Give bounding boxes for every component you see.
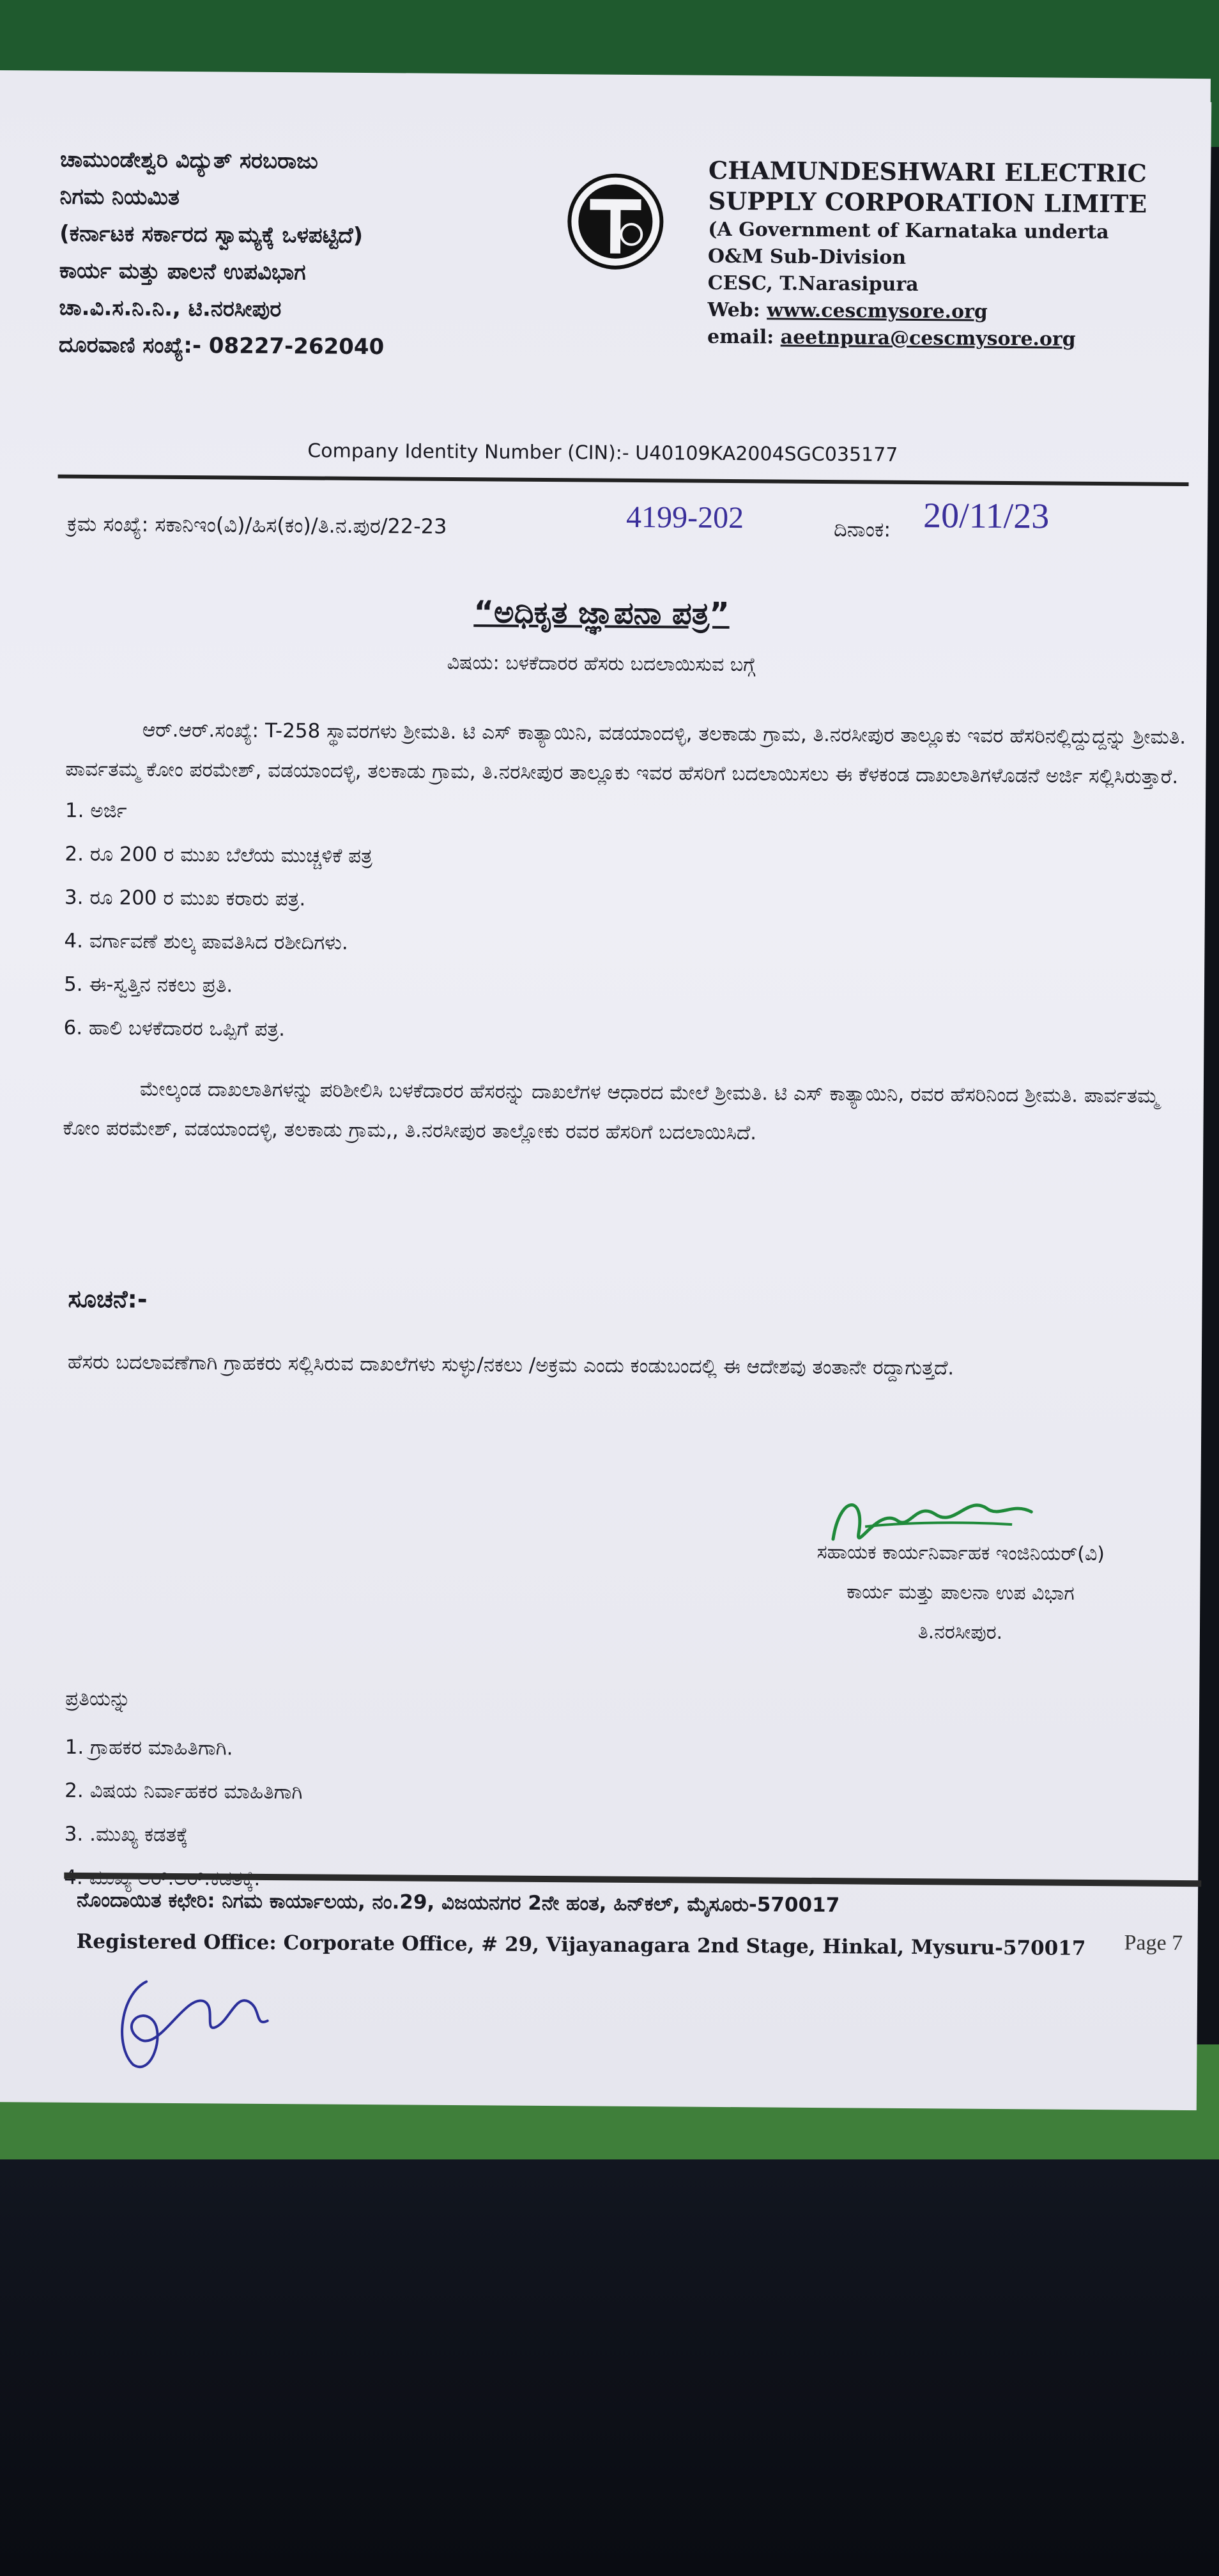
list-item: 3. .ಮುಖ್ಯ ಕಡತಕ್ಕೆ	[64, 1822, 188, 1847]
kannada-letterhead-line: (ಕರ್ನಾಟಕ ಸರ್ಕಾರದ ಸ್ವಾಮ್ಯಕ್ಕೆ ಒಳಪಟ್ಟಿದೆ)	[59, 220, 364, 249]
kannada-letterhead-line: ದೂರವಾಣಿ ಸಂಖ್ಯೆ:- 08227-262040	[58, 332, 385, 360]
signatory-designation: ಸಹಾಯಕ ಕಾರ್ಯನಿರ್ವಾಹಕ ಇಂಜಿನಿಯರ್(ವಿ)	[816, 1540, 1105, 1566]
cesc-logo	[564, 170, 667, 279]
list-item: 6. ಹಾಲಿ ಬಳಕೆದಾರರ ಒಪ್ಪಿಗೆ ಪತ್ರ.	[63, 1016, 286, 1041]
list-item: 2. ವಿಷಯ ನಿರ್ವಾಹಕರ ಮಾಹಿತಿಗಾಗಿ	[65, 1779, 303, 1804]
list-item: 5. ಈ-ಸ್ವತ್ತಿನ ನಕಲು ಪ್ರತಿ.	[63, 972, 233, 997]
web-line	[707, 297, 1146, 327]
company-name-line2: SUPPLY CORPORATION LIMITE	[708, 186, 1147, 218]
date-label: ದಿನಾಂಕ:	[833, 517, 891, 542]
cin-number: Company Identity Number (CIN):- U40109KA2004SGC035177	[307, 440, 898, 466]
kannada-letterhead-line: ನಿಗಮ ನಿಯಮಿತ	[59, 183, 180, 210]
email-label: email:	[707, 325, 781, 349]
letter-body	[63, 710, 1190, 1156]
list-item: 1. ಗ್ರಾಹಕರ ಮಾಹಿತಿಗಾಗಿ.	[65, 1735, 233, 1760]
documents-list	[63, 789, 1190, 1057]
footer-kannada-address: ನೊಂದಾಯಿತ ಕಛೇರಿ: ನಿಗಮ ಕಾರ್ಯಾಲಯ, ನಂ.29, ವಿಜಯನಗರ 2ನೇ ಹಂತ, ಹಿನ್‌ಕಲ್, ಮೈಸೂರು-570017	[76, 1888, 840, 1917]
kannada-letterhead-line: ಚಾ.ವಿ.ಸ.ನಿ.ನಿ., ಟಿ.ನರಸೀಪುರ	[59, 295, 282, 323]
subject-line: ವಿಷಯ: ಬಳಕೆದಾರರ ಹೆಸರು ಬದಲಾಯಿಸುವ ಬಗ್ಗೆ	[447, 651, 756, 677]
document-title: “ಅಧಿಕೃತ ಜ್ಞಾಪನಾ ಪತ್ರ”	[473, 594, 730, 632]
reference-label: ಕ್ರಮ ಸಂಖ್ಯೆ: ಸಕಾನಿಇಂ(ವಿ)/ಹಿಸ(ಕಂ)/ತಿ.ನ.ಪುರ/22-23	[66, 511, 447, 539]
email-link[interactable]: aeetnpura@cescmysore.org	[780, 326, 1076, 351]
list-item: 3. ರೂ 200 ರ ಮುಖ ಕರಾರು ಪತ್ರ.	[64, 885, 306, 911]
english-letterhead	[707, 155, 1147, 354]
email-line	[707, 324, 1146, 354]
list-item: 2. ರೂ 200 ರ ಮುಖ ಬೆಲೆಯ ಮುಚ್ಚಳಿಕೆ ಪತ್ರ	[65, 842, 372, 868]
header-divider	[58, 475, 1189, 486]
note-text: ಹೆಸರು ಬದಲಾವಣೆಗಾಗಿ ಗ್ರಾಹಕರು ಸಲ್ಲಿಸಿರುವ ದಾಖಲೆಗಳು ಸುಳ್ಳು/ನಕಲು /ಅಕ್ರಮ ಎಂದು ಕಂಡುಬಂದಲ್ಲಿ ಈ ಆದೇಶವು ತಂತಾನೇ ರದ್ದಾಗುತ್ತದೆ.	[67, 1350, 954, 1380]
subdivision-line: O&M Sub-Division	[707, 245, 907, 269]
company-name-line1: CHAMUNDESHWARI ELECTRIC	[708, 155, 1147, 188]
handwritten-reference-number: 4199-202	[625, 500, 744, 535]
note-heading: ಸೂಚನೆ:-	[68, 1284, 148, 1314]
letter-page	[0, 70, 1211, 2110]
handwritten-date: 20/11/23	[923, 496, 1050, 537]
background-floor	[0, 2159, 1219, 2576]
web-link[interactable]: www.cescmysore.org	[767, 299, 988, 323]
page-number: Page 7	[1124, 1931, 1183, 1955]
list-item: 1. ಅರ್ಜಿ	[65, 799, 127, 823]
paragraph-application: ಆರ್.ಆರ್.ಸಂಖ್ಯೆ: T-258 ಸ್ಥಾವರಗಳು ಶ್ರೀಮತಿ. ಟಿ ಎಸ್ ಕಾತ್ಯಾಯಿನಿ, ವಡಯಾಂದಳ್ಳಿ, ತಲಕಾಡು ಗ್ರಾಮ, ತಿ.ನರಸೀಪುರ ತಾಲ್ಲೂಕು ಇವರ ಹೆಸರಿನಲ್ಲಿದ್ದುದ್ದನ್ನು ಶ್ರೀಮತಿ. ಪಾರ್ವತಮ್ಮ ಕೋಂ ಪರಮೇಶ್, ವಡಯಾಂದಳ್ಳಿ, ತಲಕಾಡು ಗ್ರಾಮ, ತಿ.ನರಸೀಪುರ ತಾಲ್ಲೂಕು ಇವರ ಹೆಸರಿಗೆ ಬದಲಾಯಿಸಲು ಈ ಕೆಳಕಂಡ ದಾಖಲಾತಿಗಳೊಡನೆ ಅರ್ಜಿ ಸಲ್ಲಿಸಿರುತ್ತಾರೆ.	[65, 718, 1186, 788]
signatory-block	[737, 1532, 1184, 1654]
government-line: (A Government of Karnataka underta	[708, 218, 1109, 244]
copy-to-heading: ಪ್ರತಿಯನ್ನು	[65, 1687, 131, 1711]
kannada-letterhead	[59, 141, 386, 366]
signatory-office: ಕಾರ್ಯ ಮತ್ತು ಪಾಲನಾ ಉಪ ವಿಭಾಗ	[846, 1581, 1075, 1605]
list-item: 4. ವರ್ಗಾವಣೆ ಶುಲ್ಕ ಪಾವತಿಸಿದ ರಶೀದಿಗಳು.	[64, 929, 348, 954]
paragraph-approval: ಮೇಲ್ಕಂಡ ದಾಖಲಾತಿಗಳನ್ನು ಪರಿಶೀಲಿಸಿ ಬಳಕೆದಾರರ ಹೆಸರನ್ನು ದಾಖಲೆಗಳ ಆಧಾರದ ಮೇಲೆ ಶ್ರೀಮತಿ. ಟಿ ಎಸ್ ಕಾತ್ಯಾಯಿನಿ, ರವರ ಹೆಸರಿನಿಂದ ಶ್ರೀಮತಿ. ಪಾರ್ವತಮ್ಮ ಕೋಂ ಪರಮೇಶ್, ವಡಯಾಂದಳ್ಳಿ, ತಲಕಾಡು ಗ್ರಾಮ,, ತಿ.ನರಸೀಪುರ ತಾಲ್ಲೋಕು ರವರ ಹೆಸರಿಗೆ ಬದಲಾಯಿಸಿದೆ.	[63, 1077, 1159, 1145]
kannada-letterhead-line: ಚಾಮುಂಡೇಶ್ವರಿ ವಿದ್ಯುತ್ ಸರಬರಾಜು	[59, 146, 318, 174]
footer-english-address: Registered Office: Corporate Office, # 29, Vijayanagara 2nd Stage, Hinkal, Mysuru-570017	[76, 1929, 1086, 1960]
kannada-letterhead-line: ಕಾರ್ಯ ಮತ್ತು ಪಾಲನೆ ಉಪವಿಭಾಗ	[59, 257, 306, 286]
initials-signature	[107, 1956, 274, 2078]
location-line: CESC, T.Narasipura	[707, 272, 919, 296]
signatory-place: ತಿ.ನರಸೀಪುರ.	[917, 1621, 1003, 1644]
web-label: Web:	[707, 298, 767, 322]
